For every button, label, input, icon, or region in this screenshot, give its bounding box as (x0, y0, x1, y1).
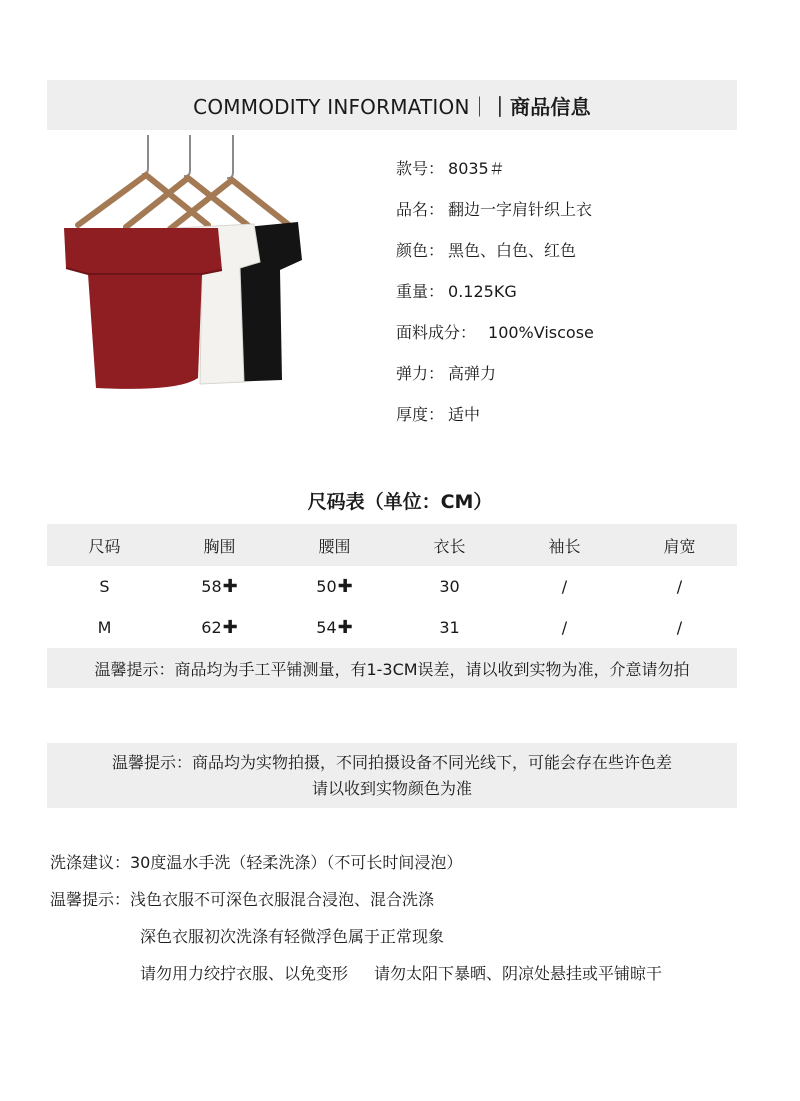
care-instructions (50, 850, 662, 998)
care-tip-3: 请勿用力绞拧衣服、以免变形 请勿太阳下暴晒、阴凉处悬挂或平铺晾干 (140, 964, 663, 983)
plus-icon: ✚ (222, 617, 238, 638)
header-band (47, 80, 737, 130)
plus-icon: ✚ (337, 576, 353, 597)
care-tip-1: 温馨提示：浅色衣服不可深色衣服混合浸泡、混合洗涤 (50, 890, 435, 909)
cell-length: 30 (439, 577, 460, 596)
cell-sleeve: / (561, 618, 568, 637)
cell-shoulder: / (676, 577, 683, 596)
care-wash: 洗涤建议：30度温水手洗（轻柔洗涤）（不可长时间浸泡） (50, 853, 463, 872)
cell-waist: 54✚ (316, 617, 353, 638)
cell-waist: 50✚ (316, 576, 353, 597)
spec-row-name: 品名： 翻边一字肩针织上衣 (396, 200, 593, 219)
cell-sleeve: / (561, 577, 568, 596)
spec-list (396, 156, 594, 443)
header-length: 衣长 (433, 536, 466, 556)
top-red (64, 228, 222, 389)
spec-row-color: 颜色： 黑色、白色、红色 (396, 241, 577, 260)
header-waist: 腰围 (318, 536, 351, 556)
plus-icon: ✚ (337, 617, 353, 638)
cell-length: 31 (439, 618, 460, 637)
spec-row-fabric: 面料成分： 100%Viscose (396, 323, 594, 342)
hanger-icon (142, 135, 233, 178)
header-chest: 胸围 (203, 536, 236, 556)
size-table (47, 524, 737, 648)
header-title-cn: ｜商品信息 (489, 94, 591, 119)
cell-chest: 58✚ (201, 576, 238, 597)
measure-tip: 温馨提示：商品均为手工平铺测量，有1-3CM误差，请以收到实物为准，介意请勿拍 (47, 648, 737, 688)
spec-row-elasticity: 弹力： 高弹力 (396, 364, 497, 383)
plus-icon: ✚ (222, 576, 238, 597)
spec-row-style: 款号： 8035＃ (396, 159, 505, 178)
header-size: 尺码 (88, 536, 121, 556)
header-title-en: COMMODITY INFORMATION｜ (193, 94, 490, 119)
table-row (47, 607, 737, 648)
header-sleeve: 袖长 (548, 536, 581, 556)
header-title (193, 91, 591, 120)
table-row (47, 566, 737, 607)
cell-size: M (97, 618, 112, 637)
spec-row-weight: 重量： 0.125KG (396, 282, 517, 301)
spec-row-thickness: 厚度： 适中 (396, 405, 481, 424)
size-chart-title: 尺码表（单位：CM） (307, 491, 493, 513)
care-tip-2: 深色衣服初次洗涤有轻微浮色属于正常现象 (140, 927, 445, 946)
hanger-wood-icon (78, 175, 294, 229)
cell-size: S (99, 577, 110, 596)
cell-shoulder: / (676, 618, 683, 637)
size-table-header (47, 524, 737, 566)
header-shoulder: 肩宽 (663, 536, 696, 556)
color-tip: 温馨提示：商品均为实物拍摄，不同拍摄设备不同光线下，可能会存在些许色差 请以收到实物颜色为准 (47, 743, 737, 808)
cell-chest: 62✚ (201, 617, 238, 638)
product-photo (58, 130, 326, 405)
